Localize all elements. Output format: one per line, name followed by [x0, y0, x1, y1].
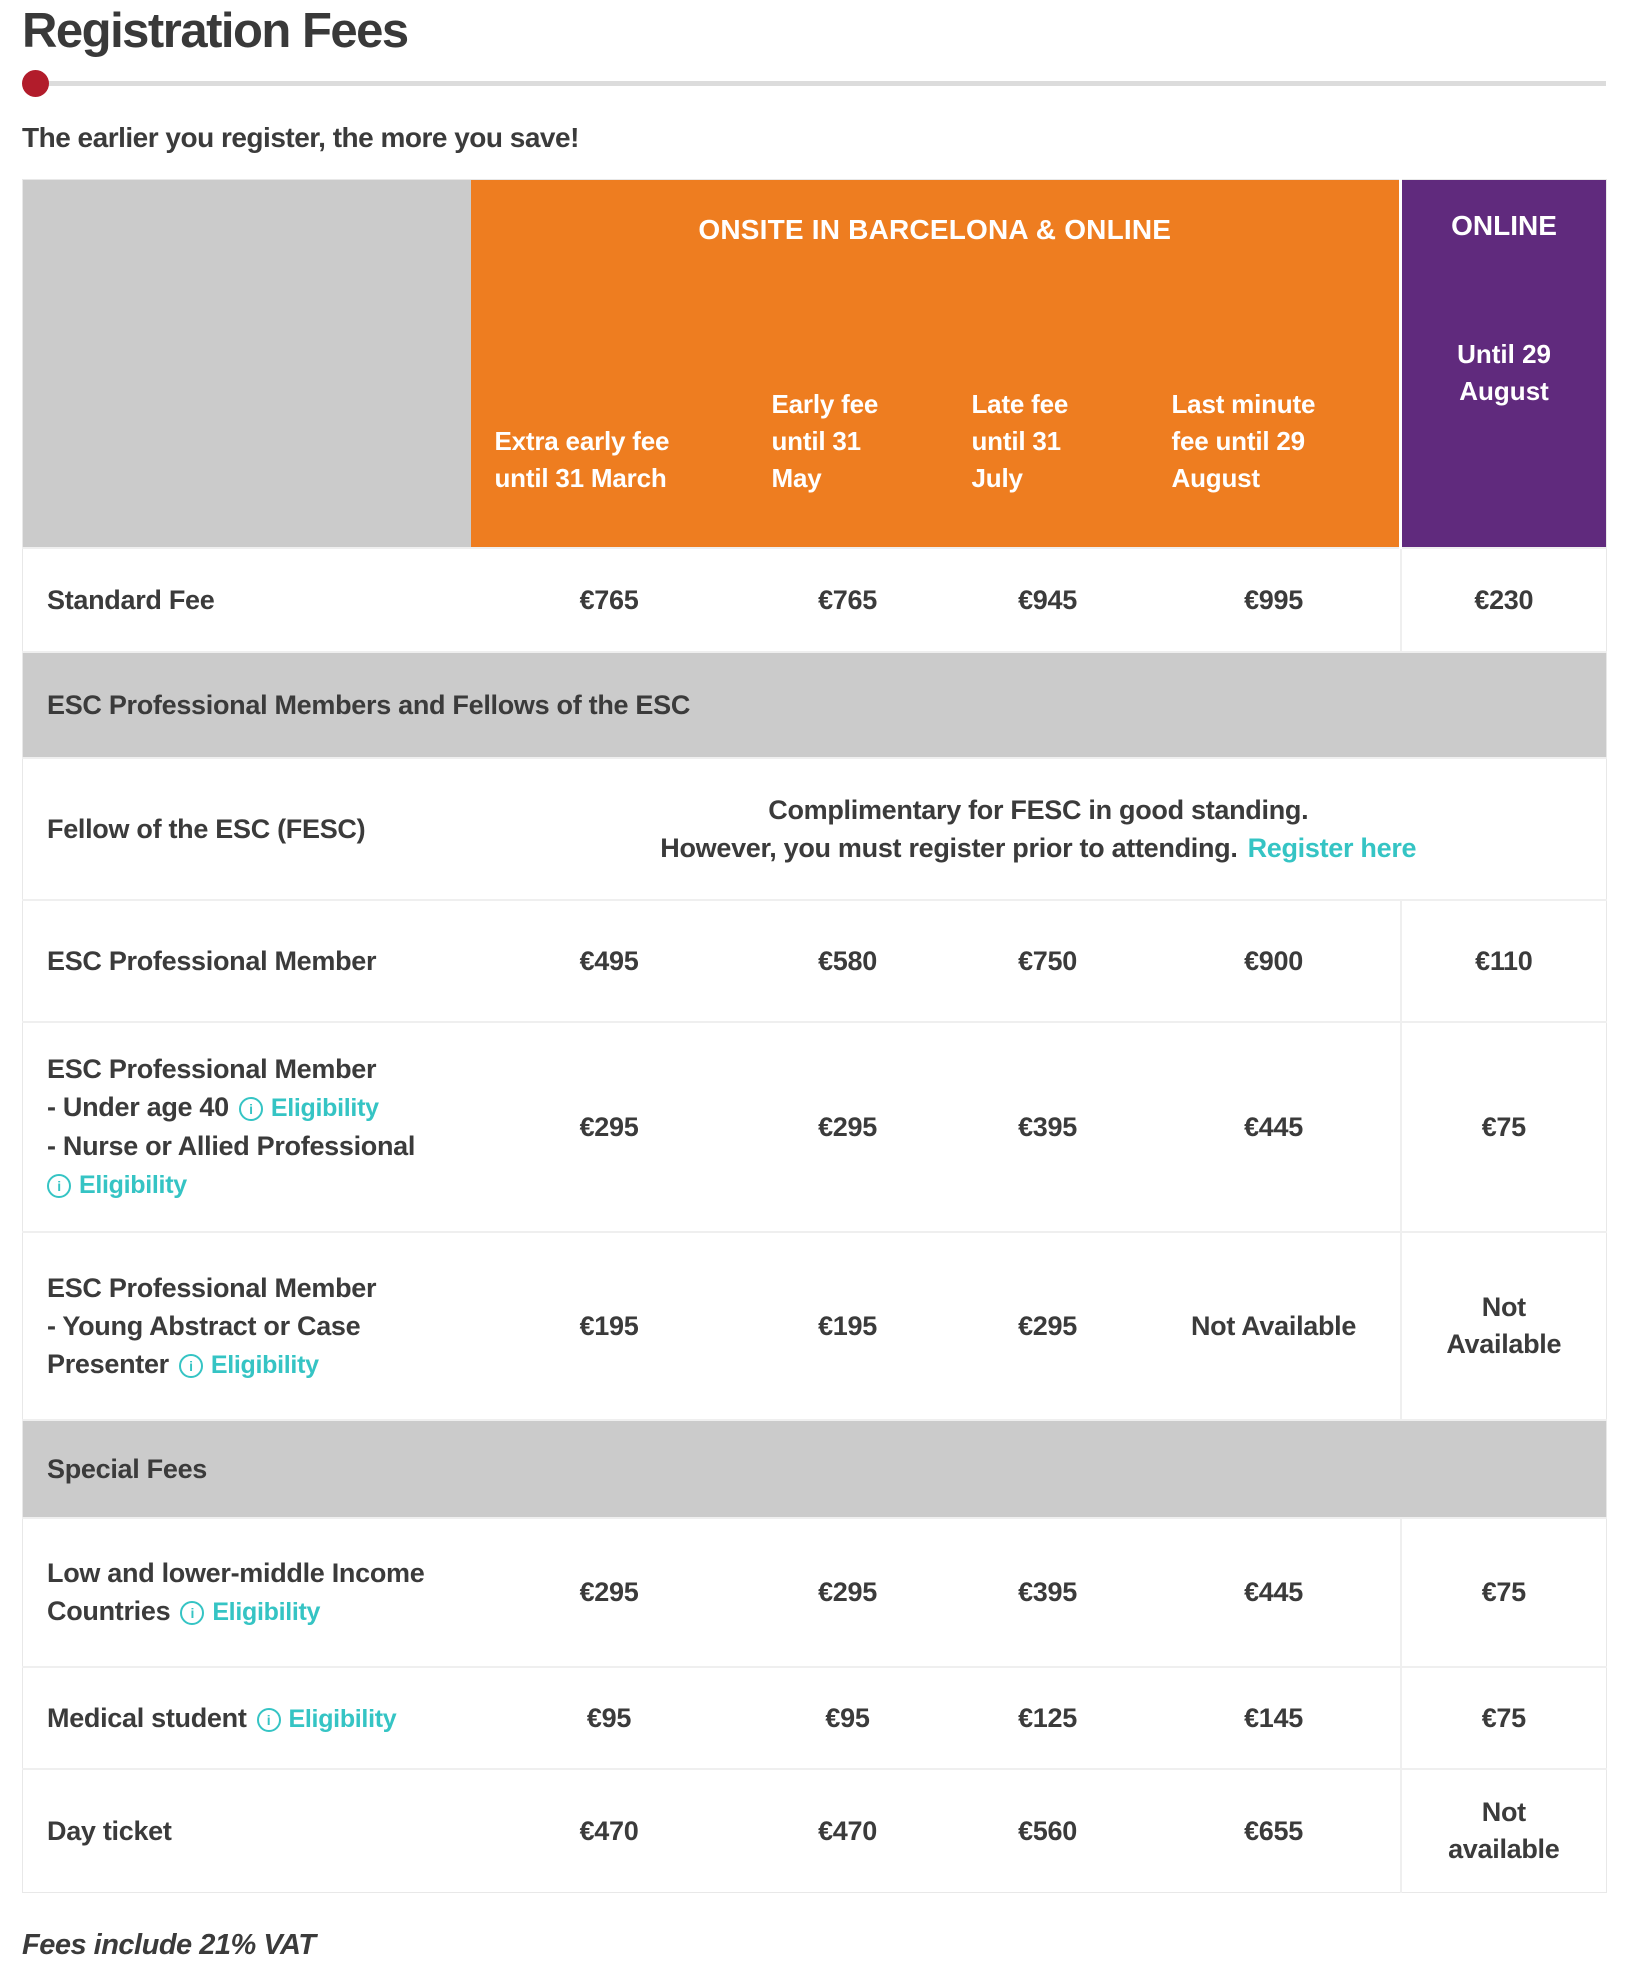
label-line: - Under age 40 i Eligibility — [47, 1092, 379, 1122]
registration-fees-table — [22, 179, 1607, 1893]
fee-early: €765 — [748, 548, 948, 652]
table-row-standard-fee — [23, 548, 1607, 652]
label-line: ESC Professional Member — [47, 1272, 377, 1303]
online-header-title: ONLINE — [1451, 210, 1557, 241]
label-line: ESC Professional Member — [47, 1054, 377, 1084]
column-header-late: Late fee until 31 July — [948, 340, 1148, 548]
section-title: Special Fees — [23, 1420, 1607, 1518]
column-header-extra-early: Extra early fee until 31 March — [471, 340, 748, 548]
label-line: Medical student i Eligibility — [47, 1702, 397, 1733]
vat-footnote: Fees include 21% VAT — [22, 1929, 316, 1961]
eligibility-link[interactable]: i Eligibility — [47, 1171, 187, 1199]
fesc-note-line2-text: However, you must register prior to attending. — [660, 833, 1238, 863]
info-icon: i — [179, 1354, 203, 1378]
eligibility-link[interactable]: i Eligibility — [179, 1351, 319, 1379]
fee-extra-early: €495 — [471, 900, 748, 1022]
label-line — [47, 1165, 461, 1204]
fee-early: €295 — [748, 1518, 948, 1667]
table-row-member-young-presenter — [23, 1232, 1607, 1420]
row-label — [23, 1667, 471, 1769]
table-row-fesc — [23, 758, 1607, 900]
info-icon: i — [257, 1708, 281, 1732]
subtitle: The earlier you register, the more you save! — [22, 122, 579, 153]
fee-late: €125 — [948, 1667, 1148, 1769]
fee-online: €75 — [1401, 1022, 1607, 1232]
row-label — [23, 1022, 471, 1232]
row-label: Fellow of the ESC (FESC) — [23, 758, 471, 900]
register-here-link[interactable]: Register here — [1247, 833, 1417, 863]
title-rule — [22, 70, 1606, 97]
fee-extra-early: €95 — [471, 1667, 748, 1769]
fee-early: €95 — [748, 1667, 948, 1769]
label-line: Countries i Eligibility — [47, 1596, 321, 1626]
section-row-special-fees — [23, 1420, 1607, 1518]
fesc-note-line1: Complimentary for FESC in good standing. — [768, 795, 1309, 825]
column-header-early: Early fee until 31 May — [748, 340, 948, 548]
table-row-member-under40-nurse — [23, 1022, 1607, 1232]
row-label: Day ticket — [23, 1769, 471, 1893]
table-row-low-income — [23, 1518, 1607, 1667]
fee-last-minute: €445 — [1148, 1022, 1401, 1232]
fee-extra-early: €470 — [471, 1769, 748, 1893]
table-row-day-ticket — [23, 1769, 1607, 1893]
fee-online: €230 — [1401, 548, 1607, 652]
table-row-medical-student — [23, 1667, 1607, 1769]
online-header-subtitle — [1402, 336, 1606, 410]
fee-extra-early: €295 — [471, 1022, 748, 1232]
fee-last-minute: €995 — [1148, 548, 1401, 652]
red-dot-icon — [22, 70, 49, 97]
label-line: - Young Abstract or Case — [47, 1310, 361, 1341]
label-line: Presenter i Eligibility — [47, 1348, 319, 1379]
fee-online: €75 — [1401, 1518, 1607, 1667]
fee-late: €750 — [948, 900, 1148, 1022]
fee-extra-early: €765 — [471, 548, 748, 652]
onsite-group-header: ONSITE IN BARCELONA & ONLINE — [471, 180, 1401, 341]
online-column-header — [1401, 180, 1607, 549]
fesc-note — [471, 758, 1607, 900]
fee-last-minute: Not Available — [1148, 1232, 1401, 1420]
fee-last-minute: €445 — [1148, 1518, 1401, 1667]
row-label — [23, 1518, 471, 1667]
eligibility-link[interactable]: i Eligibility — [180, 1598, 320, 1626]
info-icon: i — [239, 1097, 263, 1121]
row-label — [23, 1232, 471, 1420]
fee-late: €295 — [948, 1232, 1148, 1420]
section-row-members — [23, 652, 1607, 758]
eligibility-link[interactable]: i Eligibility — [257, 1705, 397, 1733]
header-group-row — [23, 180, 1607, 341]
fee-early: €580 — [748, 900, 948, 1022]
fee-late: €945 — [948, 548, 1148, 652]
fee-late: €560 — [948, 1769, 1148, 1893]
column-header-last-minute: Last minute fee until 29 August — [1148, 340, 1401, 548]
section-title: ESC Professional Members and Fellows of the ESC — [23, 652, 1607, 758]
fee-last-minute: €145 — [1148, 1667, 1401, 1769]
page — [0, 4, 1630, 1962]
fesc-note-line2 — [472, 829, 1606, 867]
fee-online: Not Available — [1401, 1232, 1607, 1420]
fee-late: €395 — [948, 1518, 1148, 1667]
fee-online: Not available — [1401, 1769, 1607, 1893]
label-line: Low and lower-middle Income — [47, 1558, 425, 1588]
fee-early: €295 — [748, 1022, 948, 1232]
fee-early: €470 — [748, 1769, 948, 1893]
online-sub-line: Until 29 — [1457, 339, 1551, 369]
online-sub-line: August — [1459, 376, 1549, 406]
page-title: Registration Fees — [22, 4, 408, 58]
row-label: Standard Fee — [23, 548, 471, 652]
info-icon: i — [180, 1601, 204, 1625]
eligibility-link[interactable]: i Eligibility — [239, 1094, 379, 1122]
info-icon: i — [47, 1174, 71, 1198]
row-label: ESC Professional Member — [23, 900, 471, 1022]
fee-online: €110 — [1401, 900, 1607, 1022]
fee-online: €75 — [1401, 1667, 1607, 1769]
fee-late: €395 — [948, 1022, 1148, 1232]
fee-extra-early: €295 — [471, 1518, 748, 1667]
label-line: - Nurse or Allied Professional — [47, 1131, 416, 1161]
fee-extra-early: €195 — [471, 1232, 748, 1420]
fee-last-minute: €655 — [1148, 1769, 1401, 1893]
fee-last-minute: €900 — [1148, 900, 1401, 1022]
fee-early: €195 — [748, 1232, 948, 1420]
table-row-esc-professional-member — [23, 900, 1607, 1022]
corner-cell — [23, 180, 471, 549]
rule-line — [34, 81, 1606, 86]
